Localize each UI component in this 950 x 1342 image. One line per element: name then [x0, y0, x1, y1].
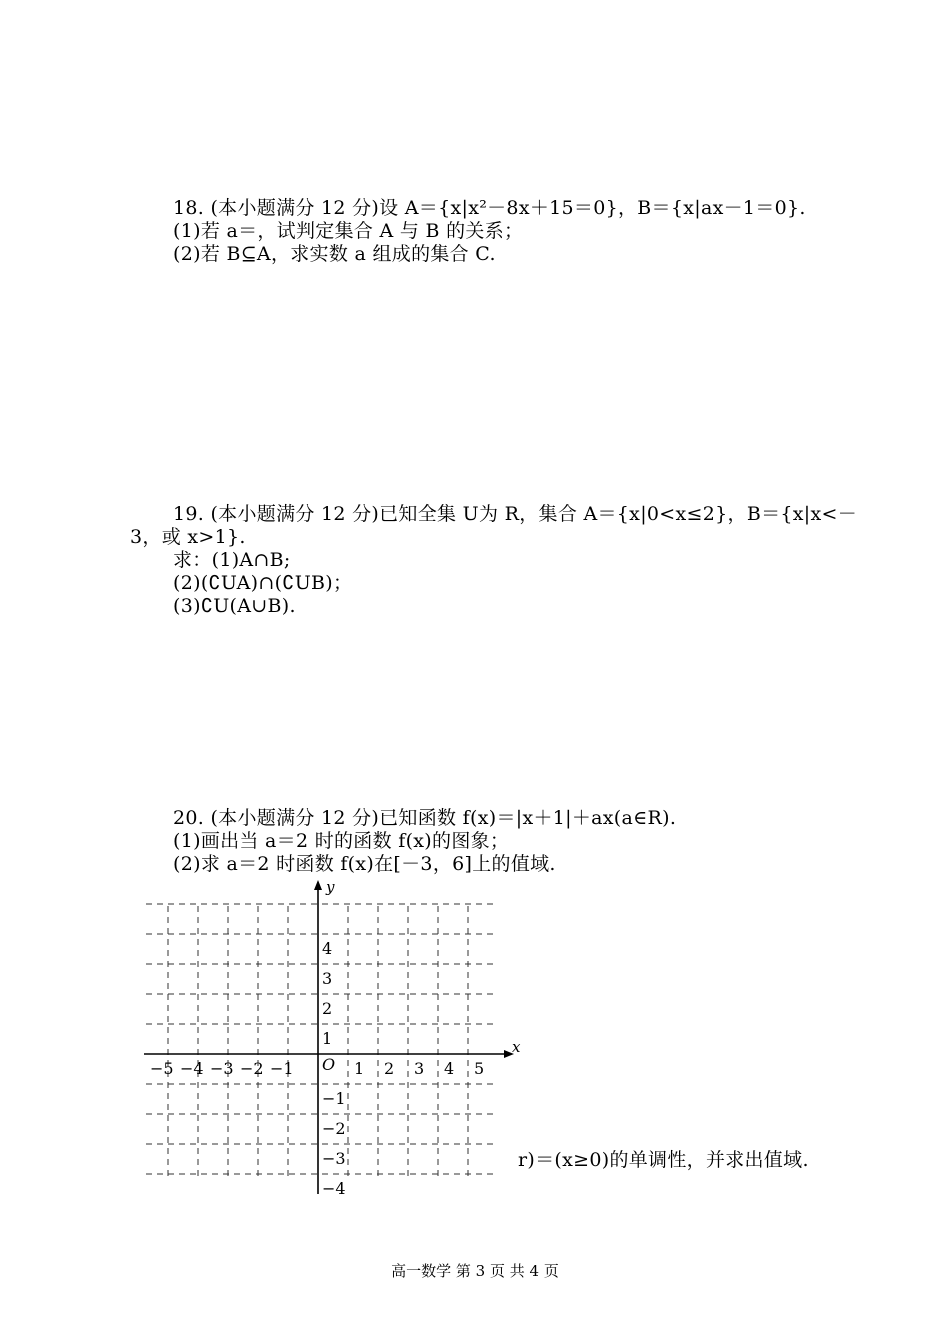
y-tick-label: 4 [322, 939, 333, 958]
y-tick-label: 1 [322, 1029, 333, 1048]
q20-line3: (2)求 a＝2 时函数 f(x)在[－3，6]上的值域. [173, 853, 556, 875]
q19-line5: (3)∁U(A∪B). [173, 595, 296, 617]
x-tick-label: −3 [210, 1059, 234, 1078]
q20-line1: 20. (本小题满分 12 分)已知函数 f(x)＝|x＋1|＋ax(a∈R). [173, 807, 677, 829]
q19-line2: 3，或 x>1}. [130, 526, 246, 548]
x-tick-label: 5 [474, 1059, 485, 1078]
x-tick-label: 2 [384, 1059, 395, 1078]
origin-label: O [322, 1055, 336, 1074]
x-tick-label: 1 [354, 1059, 365, 1078]
q18-line2: (1)若 a＝，试判定集合 A 与 B 的关系； [173, 220, 524, 242]
y-tick-label: −3 [322, 1149, 346, 1168]
x-tick-label: −1 [270, 1059, 294, 1078]
q19-line1: 19. (本小题满分 12 分)已知全集 U为 R，集合 A＝{x|0<x≤2}，B＝{x|x<－ [173, 503, 858, 525]
coordinate-grid [140, 878, 530, 1198]
q19-line3: 求：(1)A∩B; [173, 549, 291, 571]
x-tick-label: 3 [414, 1059, 425, 1078]
y-axis-label: y [326, 878, 335, 896]
page-footer: 高一数学 第 3 页 共 4 页 [391, 1262, 559, 1280]
grid-svg [140, 878, 530, 1198]
q18-line3: (2)若 B⊆A，求实数 a 组成的集合 C. [173, 243, 496, 265]
x-tick-label: −2 [240, 1059, 264, 1078]
q19-line4: (2)(∁UA)∩(∁UB)； [173, 572, 353, 594]
y-axis-arrow [314, 880, 322, 890]
x-tick-label: 4 [444, 1059, 455, 1078]
q21-partial-line: r)＝(x≥0)的单调性，并求出值域. [518, 1149, 809, 1171]
y-tick-label: 3 [322, 969, 333, 988]
x-axis-label: x [512, 1038, 521, 1056]
x-tick-label: −4 [180, 1059, 204, 1078]
y-tick-label: −4 [322, 1179, 346, 1198]
q18-line1: 18. (本小题满分 12 分)设 A＝{x|x²－8x＋15＝0}，B＝{x|ax－1＝0}. [173, 197, 806, 219]
y-tick-label: −2 [322, 1119, 346, 1138]
y-tick-label: −1 [322, 1089, 346, 1108]
q20-line2: (1)画出当 a＝2 时的函数 f(x)的图象； [173, 830, 510, 852]
y-tick-label: 2 [322, 999, 333, 1018]
x-tick-label: −5 [150, 1059, 174, 1078]
